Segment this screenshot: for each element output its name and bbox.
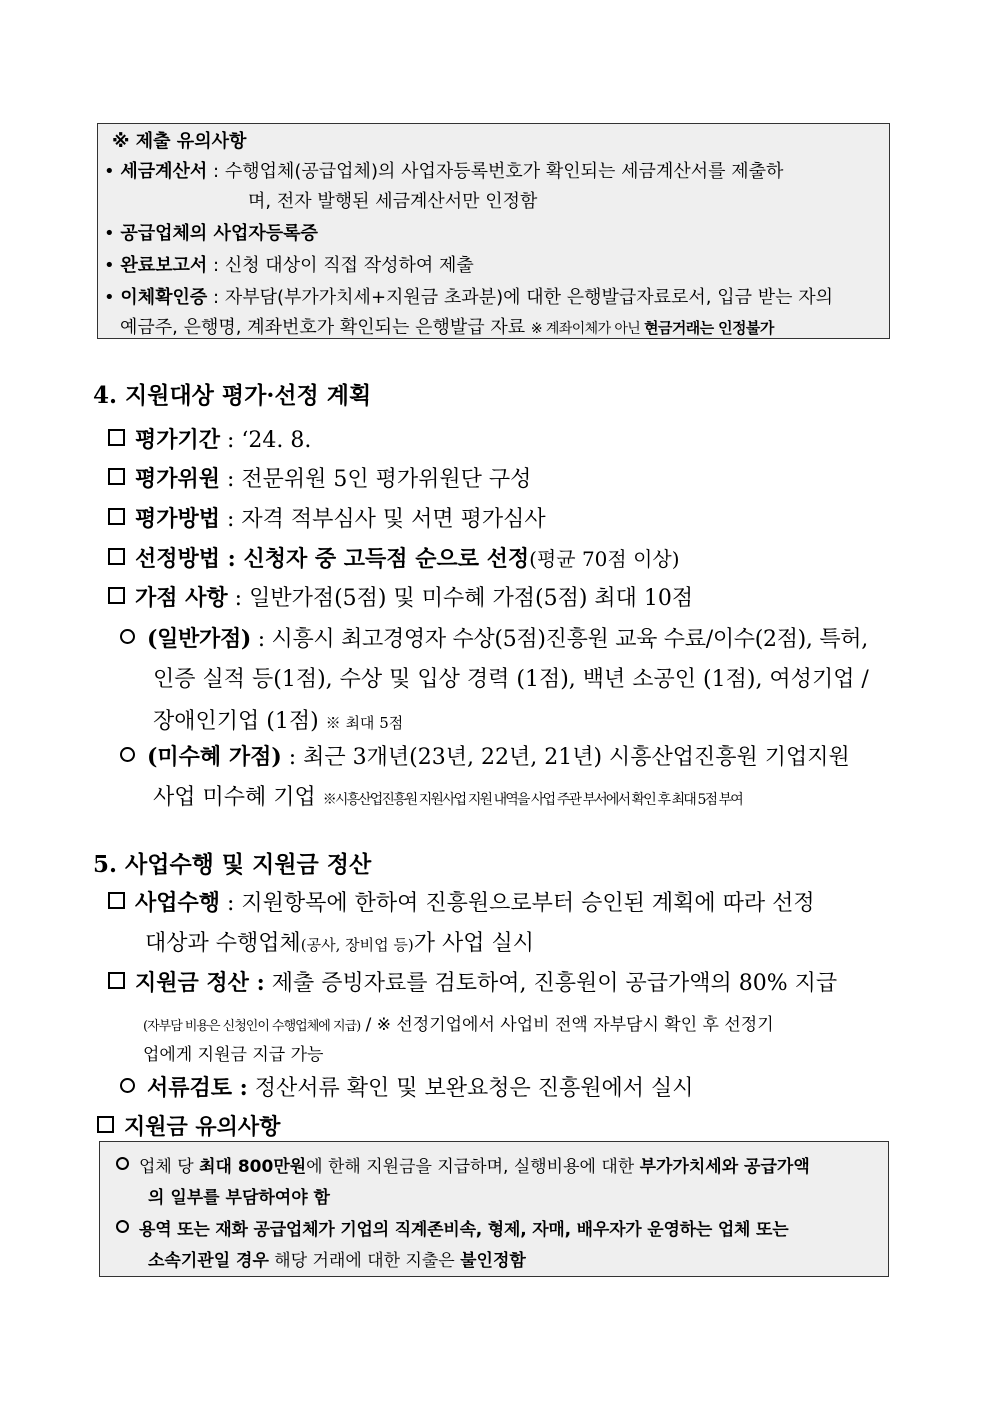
unsupported-bonus-line1: (미수혜 가점) : 최근 3개년(23년, 22년, 21년) 시흥산업진흥원 기업지원: [120, 740, 850, 771]
checkbox-square-icon: [108, 429, 125, 446]
section-5-title: 5. 사업수행 및 지원금 정산: [93, 851, 372, 878]
caution-row-1: 업체 당 최대 800만원에 한해 지원금을 지급하며, 실행비용에 대한 부가가치세와 공급가액: [116, 1152, 810, 1177]
document-review-item: 서류검토 : 정산서류 확인 및 보완요청은 진흥원에서 실시: [120, 1071, 694, 1102]
unsupported-bonus-line2: 사업 미수혜 기업 ※시흥산업진흥원 지원사업 지원 내역을 사업 주관 부서에서 확인 후 최대 5점 부여: [153, 785, 742, 810]
caution-row-2-cont: 소속기관일 경우 해당 거래에 대한 지출은 불인정함: [148, 1251, 526, 1271]
circle-bullet-icon: [116, 1220, 129, 1233]
notice-row-transfer-confirm: • 이체확인증 : 자부담(부가가치세+지원금 초과분)에 대한 은행발급자료로서, 입금 받는 자의: [104, 287, 834, 308]
notice-row-completion-report: • 완료보고서 : 신청 대상이 직접 작성하여 제출: [104, 255, 474, 276]
circle-bullet-icon: [120, 747, 135, 762]
caution-box: [99, 1141, 889, 1277]
general-bonus-line3: 장애인기업 (1점) ※ 최대 5점: [153, 709, 404, 734]
caution-row-1-cont: 의 일부를 부담하여야 함: [148, 1188, 330, 1208]
caution-row-2: 용역 또는 재화 공급업체가 기업의 직계존비속, 형제, 자매, 배우자가 운영하는 업체 또는: [116, 1215, 788, 1240]
checkbox-square-icon: [97, 1116, 114, 1133]
selection-method-item: 선정방법 : 신청자 중 고득점 순으로 선정(평균 70점 이상): [108, 542, 680, 573]
checkbox-square-icon: [108, 972, 125, 989]
project-execution-item: 사업수행 : 지원항목에 한하여 진흥원으로부터 승인된 계획에 따라 선정: [108, 886, 815, 917]
circle-bullet-icon: [120, 629, 135, 644]
notice-row-tax-invoice-cont: 며, 전자 발행된 세금계산서만 인정함: [248, 191, 538, 212]
notice-title: ※ 제출 유의사항: [112, 131, 247, 152]
general-bonus-line1: (일반가점) : 시흥시 최고경영자 수상(5점)진흥원 교육 수료/이수(2점), 특허,: [120, 622, 868, 653]
notice-row-business-reg: • 공급업체의 사업자등록증: [104, 223, 318, 244]
checkbox-square-icon: [108, 468, 125, 485]
submission-notice-box: [97, 123, 890, 339]
section-4-title: 4. 지원대상 평가·선정 계획: [93, 382, 372, 409]
settlement-line3: 업에게 지원금 지급 가능: [143, 1045, 324, 1065]
checkbox-square-icon: [108, 508, 125, 525]
checkbox-square-icon: [108, 548, 125, 565]
settlement-line2: (자부담 비용은 신청인이 수행업체에 지급) / ※ 선정기업에서 사업비 전액 자부담시 확인 후 선정기: [143, 1015, 774, 1035]
notice-row-tax-invoice: • 세금계산서 : 수행업체(공급업체)의 사업자등록번호가 확인되는 세금계산서를 제출하: [104, 161, 784, 182]
circle-bullet-icon: [120, 1078, 135, 1093]
eval-method-item: 평가방법 : 자격 적부심사 및 서면 평가심사: [108, 502, 546, 533]
general-bonus-line2: 인증 실적 등(1점), 수상 및 입상 경력 (1점), 백년 소공인 (1점), 여성기업 /: [153, 667, 869, 692]
notice-row-transfer-confirm-cont: 예금주, 은행명, 계좌번호가 확인되는 은행발급 자료 ※ 계좌이체가 아닌 현금거래는 인정불가: [120, 317, 774, 338]
checkbox-square-icon: [108, 587, 125, 604]
eval-period-item: 평가기간 : ‘24. 8.: [108, 423, 311, 454]
caution-title: 지원금 유의사항: [97, 1110, 280, 1141]
project-execution-line2: 대상과 수행업체(공사, 장비업 등)가 사업 실시: [145, 931, 534, 956]
settlement-item: 지원금 정산 : 제출 증빙자료를 검토하여, 진흥원이 공급가액의 80% 지급: [108, 966, 837, 997]
bonus-points-item: 가점 사항 : 일반가점(5점) 및 미수혜 가점(5점) 최대 10점: [108, 581, 693, 612]
checkbox-square-icon: [108, 892, 125, 909]
circle-bullet-icon: [116, 1157, 129, 1170]
eval-committee-item: 평가위원 : 전문위원 5인 평가위원단 구성: [108, 462, 531, 493]
